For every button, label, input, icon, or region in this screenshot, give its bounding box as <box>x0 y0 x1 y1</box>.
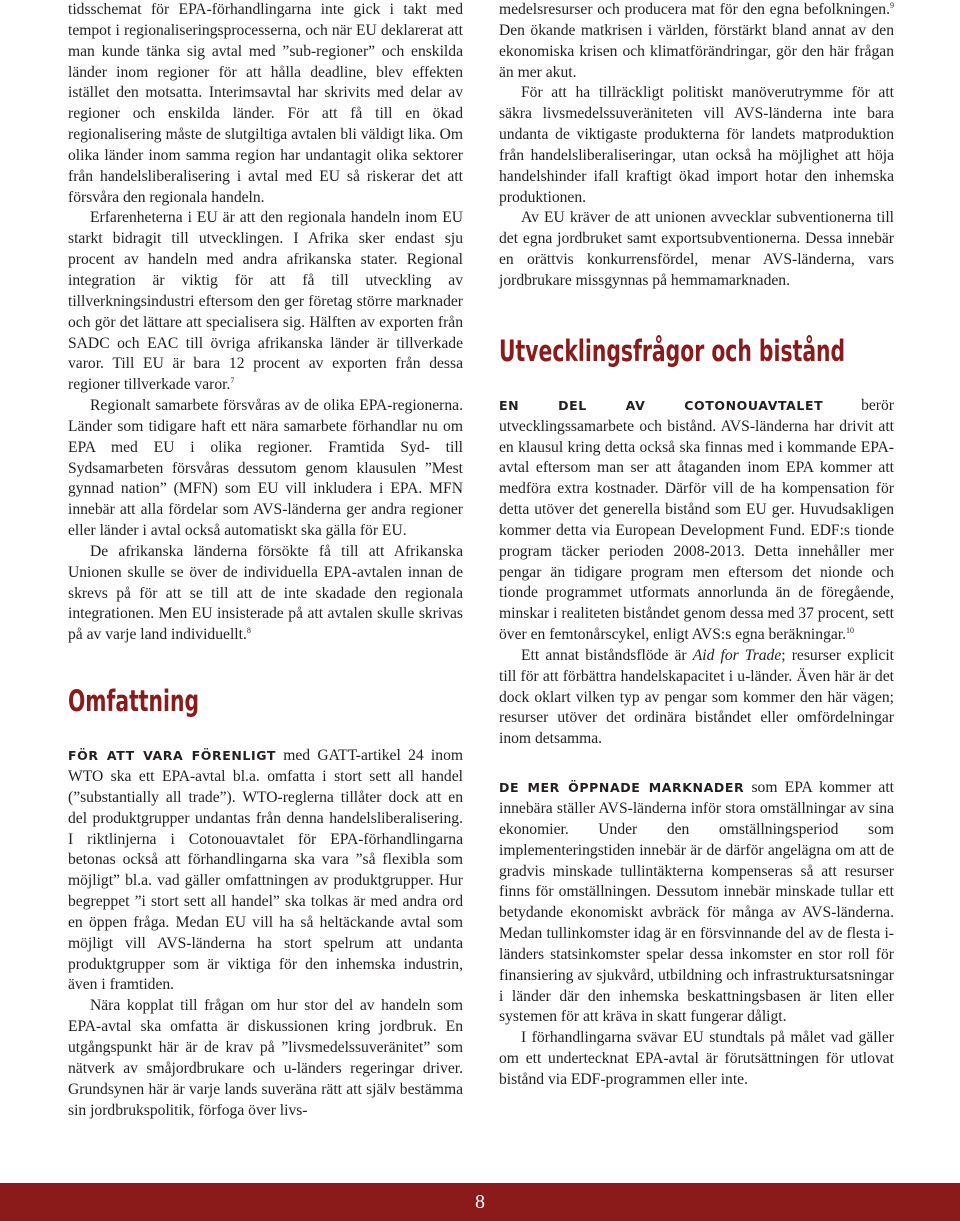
section-heading: Utvecklingsfrågor och bistånd <box>499 333 846 368</box>
paragraph-text: med GATT-artikel 24 inom WTO ska ett EPA-avtal bl.a. omfatta i stort sett all handel (”substantially all trade”). WTO-reglerna tillåter dock att en del produktgrupper undantas från denna handelsliberalisering. I riktlinjerna i Cotonouavtalet för EPA-förhandlingarna betonas också att förhandlingarna ska vara ”så flexibla som möjligt” bl.a. vad gäller omfattningen av produktgrupper. Hur begreppet ”i stort sett all handel” ska tolkas är med andra ord en öppen fråga. Medan EU vill ha så heltäckande avtal som möjligt vill AVS-länderna ha stort spelrum att undanta produktgrupper som är viktiga för den inhemska industrin, även i framtiden. <box>68 747 463 994</box>
paragraph: Regionalt samarbete försvåras av de olika EPA-regionerna. Länder som tidigare haft ett nära samarbete förhandlar nu om EPA med EU i olika regioner. Framtida Syd- till Sydsamarbeten försvåras dessutom genom klausulen ”Mest gynnad nation” (MFN) som EU vill inkludera i EPA. MFN innebär att alla fördelar som AVS-länderna ger andra regioner eller länder i avtal också automatiskt ska gälla för EU. <box>68 397 463 540</box>
left-column <box>68 0 463 1121</box>
footnote-ref: 9 <box>890 0 894 10</box>
lead-in: DE MER ÖPPNADE MARKNADER <box>499 780 745 796</box>
paragraph <box>68 746 463 996</box>
paragraph <box>68 208 463 396</box>
right-column <box>499 0 894 1091</box>
footer-bar <box>0 1183 960 1221</box>
paragraph <box>68 542 463 646</box>
paragraph-text: ; resurser explicit till för att förbättra handelskapacitet i u-länder. Även här är det dock oklart vilken typ av pengar som kommer den här vägen; resurser utöver det ordinära biståndet eller omfördelningar inom detsamma. <box>499 646 894 748</box>
paragraph: tidsschemat för EPA-förhandlingarna inte gick i takt med tempot i regionaliseringsprocesserna, och när EU deklarerat att man kunde tänka sig avtal med ”sub-regioner” och enskilda länder inom regioner för att hålla deadline, blev effekten istället den motsatta. Interimsavtal har skrivits med delar av regioner och enskilda länder. För att få till en ökad regionalisering måste de slutgiltiga avtalen bli väldigt lika. Om olika länder inom samma region har undantagit olika sektorer från handelsliberalisering i avtal med EU så riskerar det att försvåra den regionala handeln. <box>68 1 463 206</box>
footnote-ref: 8 <box>246 626 251 636</box>
paragraph <box>499 396 894 646</box>
emphasis: Aid for Trade <box>692 646 782 664</box>
paragraph <box>499 0 894 83</box>
footnote-ref: 10 <box>846 625 855 635</box>
paragraph-text: Den ökande matkrisen i världen, förstärkt bland annat av den ekonomiska krisen och klimatförändringar, gör den här frågan än mer akut. <box>499 21 894 81</box>
paragraph-text: Ett annat biståndsflöde är <box>521 646 693 664</box>
lead-in: EN DEL AV COTONOUAVTALET <box>499 397 824 413</box>
paragraph <box>499 646 894 750</box>
paragraph-text: medelsresurser och producera mat för den egna befolkningen. <box>499 1 890 18</box>
spacer <box>499 750 894 778</box>
paragraph: För att ha tillräckligt politiskt manöverutrymme för att säkra livsmedelssuveräniteten vill AVS-länderna inte bara undanta de viktigaste produkterna för landets matproduktion från handelsliberaliseringar, utan också ha möjlighet att höja handelshinder ifall kraftigt ökad import hotar den inhemska produktionen. <box>499 84 894 206</box>
paragraph <box>499 778 894 1028</box>
paragraph-text: berör utvecklingssamarbete och bistånd. AVS-länderna har drivit att en klausul kring detta också ska finnas med i kommande EPA-avtal eftersom man ser att åtaganden inom EPA kommer att medföra extra kostnader. Därför vill de ha kompensation för detta utöver det generella bistånd som EU ger. Huvudsakligen kommer detta via European Development Fund. EDF:s tionde program täcker perioden 2008-2013. Detta innehåller mer pengar än tidigare program men eftersom det nionde och tionde programmet utformats annorlunda än de föregående, minskar i realiteten biståndet genom dessa med 37 procent, sett över en femtonårscykel, enligt AVS:s egna beräkningar. <box>499 396 894 644</box>
paragraph-text: som EPA kommer att innebära ställer AVS-länderna inför stora omställningar av sina ekonomier. Under den omställningsperiod som implementeringstiden innebär är de därför angelägna om att de gradvis minskade tullintäkterna kompenseras så att resurser finns för omställningen. Dessutom innebär minskade tullar ett betydande ekonomiskt avbräck för många av AVS-länderna. Medan tullinkomster idag är en försvinnande del av de flesta i-länders statsinkomster spelar dessa inkomster en stor roll för finansiering av sjukvård, utbildning och infrastruktursatsningar i länder där den inhemska beskattningsbasen är liten eller systemen för att kräva in skatt fungerar dåligt. <box>499 779 895 1026</box>
paragraph: Av EU kräver de att unionen avvecklar subventionerna till det egna jordbruket samt exportsubventionerna. Dessa innebär en orättvis konkurrensfördel, menar AVS-länderna, vars jordbrukare missgynnas på hemmamarknaden. <box>499 209 894 289</box>
footnote-ref: 7 <box>230 376 235 385</box>
paragraph-text: De afrikanska länderna försökte få till att Afrikanska Unionen skulle se över de individuella EPA-avtalen innan de skrevs på för att se till att de inte skadade den regionala integrationen. Men EU insisterade på att avtalen skulle skrivas på av varje land individuellt. <box>68 542 463 644</box>
lead-in: FÖR ATT VARA FÖRENLIGT <box>68 748 276 764</box>
paragraph: Nära kopplat till frågan om hur stor del av handeln som EPA-avtal ska omfatta är diskussionen kring jordbruk. En utgångspunkt här är de krav på ”livsmedelssuveränitet” som nätverk av småjordbrukare och u-länders regeringar driver. Grundsynen här är varje lands suveräna rätt att själv bestämma sin jordbrukspolitik, förfoga över livs- <box>68 997 463 1119</box>
page-number: 8 <box>475 1191 485 1213</box>
section-heading: Omfattning <box>68 684 200 719</box>
paragraph-text: Erfarenheterna i EU är att den regionala handeln inom EU starkt bidragit till utvecklingen. I Afrika sker endast sju procent av handeln med andra afrikanska stater. Regional integration är viktig för att få till utveckling av tillverkningsindustri eftersom den ger företag större marknader och gör det lättare att specialisera sig. Hälften av exporten från SADC och EAC till övriga afrikanska länder är tillverkade varor. Till EU är bara 12 procent av exporten från dessa regioner tillverkade varor. <box>68 209 463 394</box>
paragraph: I förhandlingarna svävar EU stundtals på målet vad gäller om ett undertecknat EPA-avtal är förutsättningen för utlovat bistånd via EDF-programmen eller inte. <box>499 1029 894 1088</box>
